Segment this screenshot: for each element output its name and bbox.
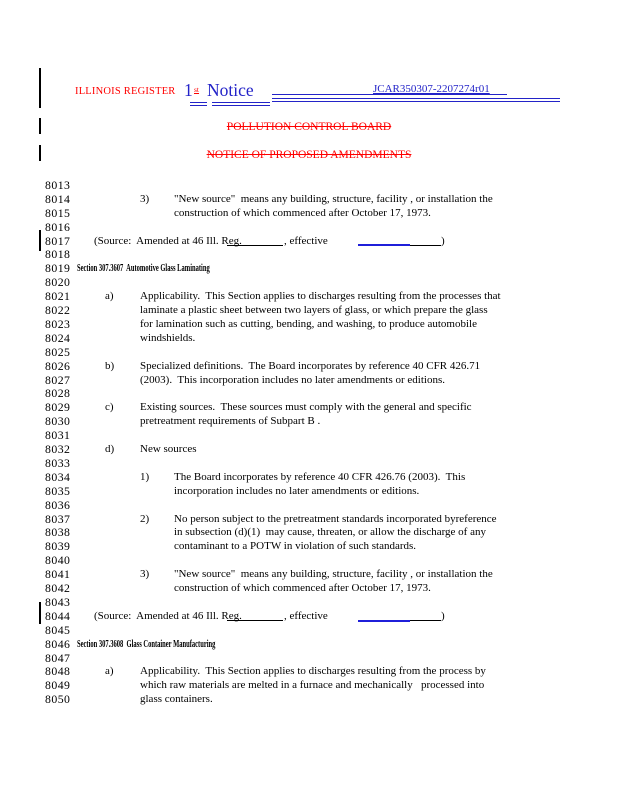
line-number: 8023: [45, 316, 71, 331]
doc-line: [0, 610, 618, 624]
line-text: The Board incorporates by reference 40 CFR 426.76 (2003). This: [174, 470, 466, 483]
doc-line: [0, 582, 618, 596]
line-text: a): [105, 290, 114, 303]
line-text: 3): [140, 568, 150, 581]
line-text: , effective: [284, 609, 328, 622]
blue-double-underline-long: [272, 98, 560, 102]
line-text: pretreatment requirements of Subpart B .: [140, 415, 321, 428]
blank-rule: [227, 620, 283, 621]
line-number: 8021: [45, 289, 71, 304]
line-number: 8028: [45, 386, 71, 401]
blank-rule-blue: [358, 620, 410, 622]
doc-line: [0, 624, 618, 638]
line-number: 8049: [45, 678, 71, 693]
doc-line: [0, 401, 618, 415]
doc-line: [0, 221, 618, 235]
line-number: 8022: [45, 303, 71, 318]
doc-line: [0, 471, 618, 485]
jcar-code: JCAR350307-2207274r01: [373, 83, 490, 95]
line-number: 8030: [45, 414, 71, 429]
doc-line: [0, 513, 618, 527]
doc-line: [0, 179, 618, 193]
line-number: 8048: [45, 664, 71, 679]
line-number: 8050: [45, 692, 71, 707]
blank-rule-blue: [358, 244, 410, 246]
doc-line: [0, 207, 618, 221]
line-text: in subsection (d)(1) may cause, threaten, or allow the discharge of any: [174, 526, 486, 539]
change-bar: [39, 68, 41, 108]
line-number: 8017: [45, 233, 71, 248]
doc-line: [0, 666, 618, 680]
line-text: Applicability. This Section applies to discharges resulting from the process by: [140, 665, 486, 678]
line-number: 8016: [45, 219, 71, 234]
line-number: 8013: [45, 177, 71, 192]
line-text: construction of which commenced after October 17, 1973.: [174, 582, 431, 595]
doc-line: [0, 235, 618, 249]
line-text: "New source" means any building, structure, facility , or installation the: [174, 568, 493, 581]
line-text: 2): [140, 512, 150, 525]
line-number: 8045: [45, 622, 71, 637]
line-number: 8026: [45, 358, 71, 373]
illinois-register-label: ILLINOIS REGISTER: [75, 86, 176, 97]
line-number: 8018: [45, 247, 71, 262]
line-number: 8042: [45, 581, 71, 596]
line-number: 8036: [45, 497, 71, 512]
line-text: contaminant to a POTW in violation of such standards.: [174, 540, 417, 553]
line-number: 8031: [45, 428, 71, 443]
doc-line: [0, 360, 618, 374]
line-text: which raw materials are melted in a furnace and mechanically processed into: [140, 679, 485, 692]
line-number: 8019: [45, 261, 71, 276]
line-number: 8038: [45, 525, 71, 540]
line-number: 8027: [45, 372, 71, 387]
doc-line: [0, 540, 618, 554]
doc-line: [0, 596, 618, 610]
line-text: "New source" means any building, structure, facility , or installation the: [174, 192, 493, 205]
doc-line: [0, 485, 618, 499]
line-number: 8046: [45, 636, 71, 651]
doc-line: [0, 429, 618, 443]
doc-line: [0, 388, 618, 402]
line-number: 8033: [45, 455, 71, 470]
notice-title-struck: NOTICE OF PROPOSED AMENDMENTS: [206, 149, 412, 161]
line-text: 1): [140, 470, 150, 483]
line-number: 8014: [45, 191, 71, 206]
doc-line: [0, 249, 618, 263]
line-text: 3): [140, 192, 150, 205]
line-text: Existing sources. These sources must comply with the general and specific: [140, 401, 472, 414]
line-text: glass containers.: [140, 693, 213, 706]
line-number: 8020: [45, 275, 71, 290]
line-number: 8034: [45, 469, 71, 484]
line-text: for lamination such as cutting, bending, and washing, to produce automobile: [140, 317, 477, 330]
line-text: ): [441, 609, 445, 622]
blue-double-underline-notice: [212, 102, 270, 106]
doc-line: [0, 193, 618, 207]
line-text: Applicability. This Section applies to discharges resulting from the processes that: [140, 290, 501, 303]
blank-rule: [410, 245, 441, 246]
blue-underline-gap: [272, 94, 507, 95]
doc-line: [0, 457, 618, 471]
doc-line: [0, 568, 618, 582]
doc-line: [0, 679, 618, 693]
notice-number: 1: [184, 80, 193, 100]
line-text: New sources: [140, 443, 197, 456]
line-number: 8039: [45, 539, 71, 554]
line-number: 8044: [45, 608, 71, 623]
notice-word: Notice: [207, 80, 254, 100]
doc-line: [0, 304, 618, 318]
line-text: windshields.: [140, 331, 196, 344]
section-heading: Section 307.3607 Automotive Glass Laminating: [77, 263, 210, 275]
doc-line: [0, 276, 618, 290]
line-text: construction of which commenced after October 17, 1973.: [174, 206, 431, 219]
doc-line: [0, 415, 618, 429]
doc-line: [0, 318, 618, 332]
line-text: ): [441, 234, 445, 247]
line-number: 8029: [45, 400, 71, 415]
blank-rule: [227, 245, 283, 246]
line-number: 8040: [45, 553, 71, 568]
doc-line: [0, 262, 618, 276]
line-number: 8024: [45, 330, 71, 345]
line-text: No person subject to the pretreatment standards incorporated byreference: [174, 512, 497, 525]
doc-line: [0, 554, 618, 568]
line-text: c): [105, 401, 114, 414]
line-number: 8035: [45, 483, 71, 498]
doc-line: [0, 290, 618, 304]
line-number: 8041: [45, 567, 71, 582]
line-text: laminate a plastic sheet between two layers of glass, or which prepare the glass: [140, 304, 488, 317]
line-text: (2003). This incorporation includes no later amendments or editions.: [140, 373, 445, 386]
line-number: 8043: [45, 594, 71, 609]
line-number: 8015: [45, 205, 71, 220]
board-title-struck: POLLUTION CONTROL BOARD: [226, 121, 392, 133]
line-text: incorporation includes no later amendments or editions.: [174, 484, 420, 497]
doc-line: [0, 346, 618, 360]
notice-ordinal: st: [194, 85, 200, 94]
line-text: (Source: Amended at 46 Ill. Reg.: [94, 609, 242, 622]
line-text: (Source: Amended at 46 Ill. Reg.: [94, 234, 242, 247]
blank-rule: [410, 620, 441, 621]
line-number: 8047: [45, 650, 71, 665]
doc-line: [0, 693, 618, 707]
doc-line: [0, 499, 618, 513]
line-number: 8025: [45, 344, 71, 359]
line-text: Specialized definitions. The Board incorporates by reference 40 CFR 426.71: [140, 359, 481, 372]
doc-line: [0, 374, 618, 388]
section-heading: Section 307.3608 Glass Container Manufacturing: [77, 638, 216, 650]
doc-line: [0, 652, 618, 666]
blue-double-underline-short: [190, 102, 207, 106]
doc-line: [0, 638, 618, 652]
line-text: a): [105, 665, 114, 678]
line-number: 8032: [45, 442, 71, 457]
doc-line: [0, 443, 618, 457]
doc-line: [0, 332, 618, 346]
line-text: d): [105, 443, 115, 456]
doc-line: [0, 527, 618, 541]
line-text: b): [105, 359, 115, 372]
line-number: 8037: [45, 511, 71, 526]
line-text: , effective: [284, 234, 328, 247]
